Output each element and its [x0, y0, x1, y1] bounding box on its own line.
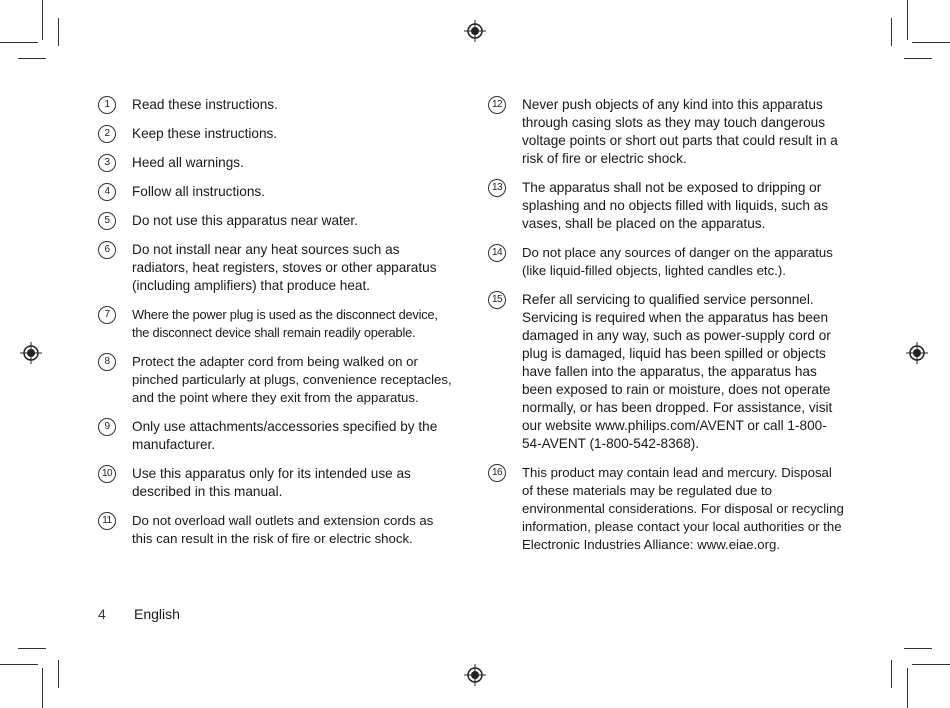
item-text: Never push objects of any kind into this apparatus through casing slots as they may touch dangerous voltage points or short out parts that could result in a risk of fire or electric shock.	[522, 97, 838, 166]
crop-mark	[907, 668, 908, 708]
item-number: 10	[98, 465, 116, 483]
item-number: 3	[98, 154, 116, 172]
item-text: Keep these instructions.	[132, 126, 278, 141]
item-number: 14	[488, 244, 506, 262]
instruction-item	[98, 96, 452, 114]
instruction-item	[98, 212, 452, 230]
crop-mark	[58, 660, 59, 688]
instruction-item	[488, 244, 844, 280]
instruction-item	[98, 183, 452, 201]
item-number: 11	[98, 512, 116, 530]
item-number: 15	[488, 291, 506, 309]
item-text: Protect the adapter cord from being walked on or pinched particularly at plugs, convenience receptacles, and the point where they exit from the apparatus.	[132, 354, 452, 405]
registration-mark-icon	[906, 342, 928, 364]
crop-mark	[0, 664, 38, 665]
item-text: This product may contain lead and mercury. Disposal of these materials may be regulated due to environmental considerations. For disposal or recycling information, please contact your local authorities or the Electronic Industries Alliance: www.eiae.org.	[522, 465, 844, 552]
item-number: 12	[488, 96, 506, 114]
item-text: The apparatus shall not be exposed to dripping or splashing and no objects filled with liquids, such as vases, shall be placed on the apparatus.	[522, 180, 829, 231]
instruction-item	[98, 125, 452, 143]
item-number: 7	[98, 306, 116, 324]
item-text: Do not overload wall outlets and extension cords as this can result in the risk of fire or electric shock.	[132, 513, 434, 546]
instruction-item	[488, 179, 844, 233]
instruction-item	[98, 512, 452, 548]
footer-language: English	[134, 606, 180, 622]
item-number: 4	[98, 183, 116, 201]
item-number: 8	[98, 353, 116, 371]
item-number: 16	[488, 464, 506, 482]
instruction-item	[98, 465, 452, 501]
instructions-left-column	[98, 96, 452, 548]
crop-mark	[42, 0, 43, 40]
item-number: 9	[98, 418, 116, 436]
crop-mark	[0, 42, 38, 43]
instructions-right-column	[488, 96, 844, 554]
item-text: Do not place any sources of danger on the apparatus (like liquid-filled objects, lighted candles etc.).	[522, 245, 833, 278]
crop-mark	[18, 648, 46, 649]
item-text: Read these instructions.	[132, 97, 278, 112]
instruction-item	[98, 418, 452, 454]
item-text: Use this apparatus only for its intended use as described in this manual.	[132, 466, 411, 499]
item-number: 13	[488, 179, 506, 197]
item-number: 5	[98, 212, 116, 230]
item-number: 6	[98, 241, 116, 259]
item-number: 1	[98, 96, 116, 114]
instruction-item	[488, 291, 844, 453]
crop-mark	[58, 18, 59, 46]
item-number: 2	[98, 125, 116, 143]
crop-mark	[904, 58, 932, 59]
crop-mark	[18, 58, 46, 59]
crop-mark	[891, 18, 892, 46]
instruction-item	[488, 96, 844, 168]
crop-mark	[904, 648, 932, 649]
instruction-item	[488, 464, 844, 554]
item-text: Do not use this apparatus near water.	[132, 213, 358, 228]
crop-mark	[42, 668, 43, 708]
page-footer	[98, 606, 180, 622]
page-number: 4	[98, 606, 106, 622]
instruction-item	[98, 241, 452, 295]
item-text: Where the power plug is used as the disconnect device, the disconnect device shall remain readily operable.	[132, 307, 438, 340]
registration-mark-icon	[464, 664, 486, 686]
registration-mark-icon	[20, 342, 42, 364]
instruction-item	[98, 154, 452, 172]
instruction-item	[98, 306, 452, 342]
crop-mark	[912, 664, 950, 665]
instruction-item	[98, 353, 452, 407]
item-text: Refer all servicing to qualified service personnel. Servicing is required when the apparatus has been damaged in any way, such as power-supply cord or plug is damaged, liquid has been spilled or objects have fallen into the apparatus, the apparatus has been exposed to rain or moisture, does not operate normally, or has been dropped. For assistance, visit our website www.philips.com/AVENT or call 1-800-54-AVENT (1-800-542-8368).	[522, 292, 833, 451]
crop-mark	[907, 0, 908, 40]
item-text: Heed all warnings.	[132, 155, 244, 170]
item-text: Do not install near any heat sources such as radiators, heat registers, stoves or other apparatus (including amplifiers) that produce heat.	[132, 242, 437, 293]
crop-mark	[891, 660, 892, 688]
item-text: Follow all instructions.	[132, 184, 265, 199]
item-text: Only use attachments/accessories specified by the manufacturer.	[132, 419, 438, 452]
registration-mark-icon	[464, 20, 486, 42]
crop-mark	[912, 42, 950, 43]
